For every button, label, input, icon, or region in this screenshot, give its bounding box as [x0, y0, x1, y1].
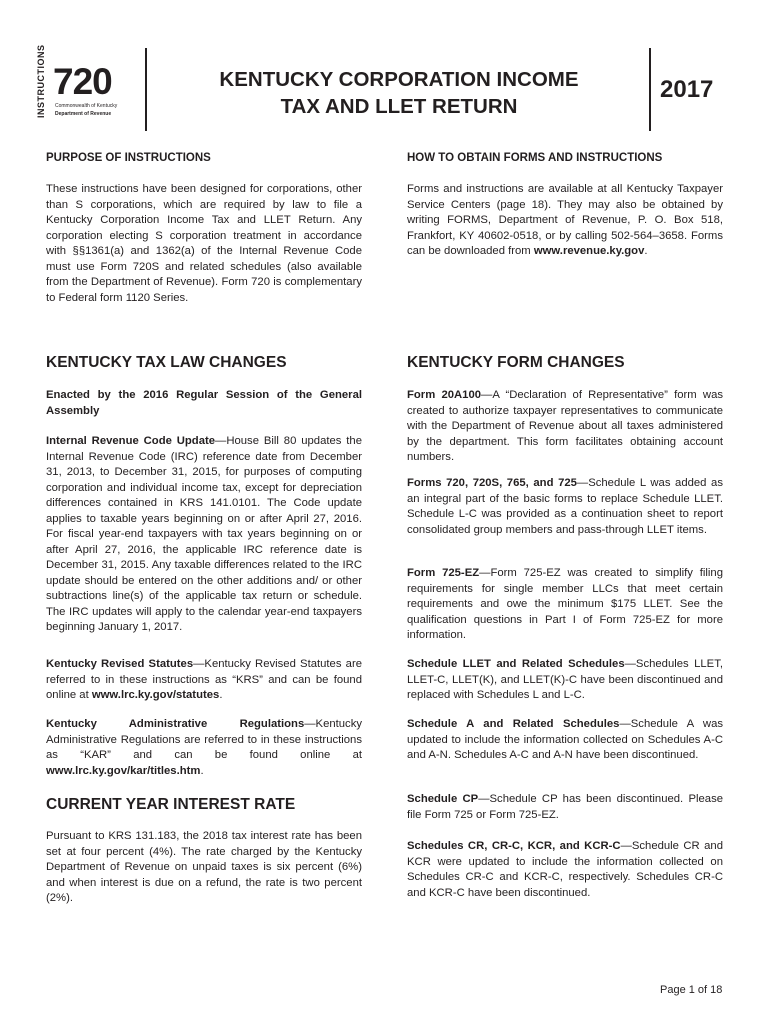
header-divider-right [649, 48, 651, 131]
form-change-lead: Form 20A100 [407, 389, 482, 401]
purpose-heading: PURPOSE OF INSTRUCTIONS [46, 152, 211, 164]
form-change-item [407, 566, 723, 644]
kar-end: . [200, 764, 204, 777]
obtain-text: Forms and instructions are available at all Kentucky Taxpayer Service Centers (page 18). They may also be obtained by writing FORMS, Department of Revenue, P. O. Box 518, Frankfort, KY 40602-0518, or by calling 502-564–3658. Forms can be downloaded from [407, 183, 723, 257]
instructions-vertical-label: INSTRUCTIONS [36, 44, 46, 118]
form-change-lead: Schedule A and Related Schedules [407, 718, 620, 730]
form-change-item [407, 476, 723, 538]
form-change-item [407, 792, 723, 823]
krs-paragraph [46, 657, 362, 704]
form-change-text: —Schedules LLET, LLET-C, LLET(K), and LLET(K)-C have been discontinued and replaced with Schedules L and L-C. [407, 658, 723, 701]
krs-lead: Kentucky Revised Statutes [46, 658, 194, 670]
kar-paragraph [46, 717, 362, 779]
form-change-lead: Form 725-EZ [407, 567, 480, 579]
kar-link[interactable]: www.lrc.ky.gov/kar/titles.htm [46, 764, 201, 777]
irc-text: —House Bill 80 updates the Internal Revenue Code (IRC) reference date from December 31, 2013, to December 31, 2015, for purposes of computing corporation and individual income tax, except for depreciation differences contained in KRS 141.0101. The Code update applies to taxable years beginning on or after April 27, 2016. For fiscal year-end taxpayers with tax years beginning on or after April 27, 2016, the applicable IRC reference date is December 31, 2015. Any taxable differences related to the IRC update should be entered on the other additions and/ or other subtractions line(s) of the applicable tax return or schedule. The IRC updates will apply to the calendar year-end taxpayers beginning January 1, 2017. [46, 435, 362, 633]
obtain-heading: HOW TO OBTAIN FORMS AND INSTRUCTIONS [407, 152, 663, 164]
form-changes-heading: KENTUCKY FORM CHANGES [407, 354, 625, 371]
form-change-item [407, 657, 723, 704]
obtain-paragraph [407, 182, 723, 260]
form-change-lead: Schedules CR, CR-C, KCR, and KCR-C [407, 840, 621, 852]
page-number: Page 1 of 18 [660, 984, 723, 996]
purpose-text: These instructions have been designed for corporations, other than S corporations, which are required by law to file a Kentucky Corporation Income Tax and LLET Return. Any corporation electing S corporation treatment in accordance with §§1361(a) and 1362(a) of the Internal Revenue Code must use Form 720S and related schedules (also available from the Department of Revenue). Form 720 is complementary to Federal form 1120 Series. [46, 183, 362, 304]
agency-line-1: Commonwealth of Kentucky [55, 103, 118, 109]
title-line-2: TAX AND LLET RETURN [280, 95, 518, 118]
irc-update-paragraph [46, 434, 362, 636]
form-change-text: —Schedule A was updated to include the information collected on Schedules A-C and A-N. Schedules A-C and A-N have been discontinued. [407, 718, 724, 761]
form-change-item [407, 388, 723, 466]
tax-year: 2017 [660, 76, 714, 103]
agency-line-2: Department of Revenue [55, 111, 112, 117]
form-change-lead: Forms 720, 720S, 765, and 725 [407, 477, 577, 489]
form-change-text: —Form 725-EZ was created to simplify filing requirements for single member LLCs that meet certain requirements and owe the minimum $175 LLET. See the qualification questions in Part I of Form 725-EZ for more information. [407, 567, 723, 641]
krs-end: . [219, 689, 223, 701]
form-change-text: —Schedule CP has been discontinued. Please file Form 725 or Form 725-EZ. [407, 793, 724, 821]
krs-text: —Kentucky Revised Statutes are referred to in these instructions as “KRS” and can be found online at [46, 658, 362, 701]
revenue-link[interactable]: www.revenue.ky.gov [533, 245, 645, 257]
page-title [160, 66, 638, 120]
title-line-1: KENTUCKY CORPORATION INCOME [219, 68, 579, 91]
form-change-item [407, 839, 723, 901]
obtain-end: . [644, 245, 648, 257]
kar-text: —Kentucky Administrative Regulations are referred to in these instructions as “KAR” and can be found online at [46, 718, 362, 761]
form-change-lead: Schedule CP [407, 793, 479, 805]
form-change-lead: Schedule LLET and Related Schedules [407, 658, 625, 670]
form-change-text: —A “Declaration of Representative” form was created to authorize taxpayer representatives to communicate with the Department of Revenue about all taxes administered by the department. This form facilitates obtaining account numbers. [407, 389, 724, 463]
interest-text: Pursuant to KRS 131.183, the 2018 tax interest rate has been set at four percent (4%). The rate charged by the Kentucky Department of Revenue on unpaid taxes is six percent (6%) and when interest is due on a refund, the rate is two percent (2%). [46, 830, 362, 904]
form-change-item [407, 717, 723, 764]
enacted-text: Enacted by the 2016 Regular Session of the General Assembly [46, 389, 362, 417]
header-divider-left [145, 48, 147, 131]
irc-lead: Internal Revenue Code Update [46, 435, 216, 447]
form-number: 720 [53, 61, 112, 102]
tax-law-heading: KENTUCKY TAX LAW CHANGES [46, 354, 287, 371]
interest-heading: CURRENT YEAR INTEREST RATE [46, 796, 296, 813]
form-change-text: —Schedule L was added as an integral part of the basic forms to replace Schedule LLET. Schedule L-C was provided as a continuation sheet to report consolidated group members and pass-through LLET items. [407, 477, 723, 536]
tax-law-enacted [46, 388, 362, 419]
krs-link[interactable]: www.lrc.ky.gov/statutes [91, 689, 220, 701]
form-change-text: —Schedule CR and KCR were updated to include the information collected on Schedules CR-C and KCR-C, respectively. Schedules CR-C and KCR-C have been discontinued. [407, 840, 723, 899]
kar-lead: Kentucky Administrative Regulations [46, 718, 305, 730]
